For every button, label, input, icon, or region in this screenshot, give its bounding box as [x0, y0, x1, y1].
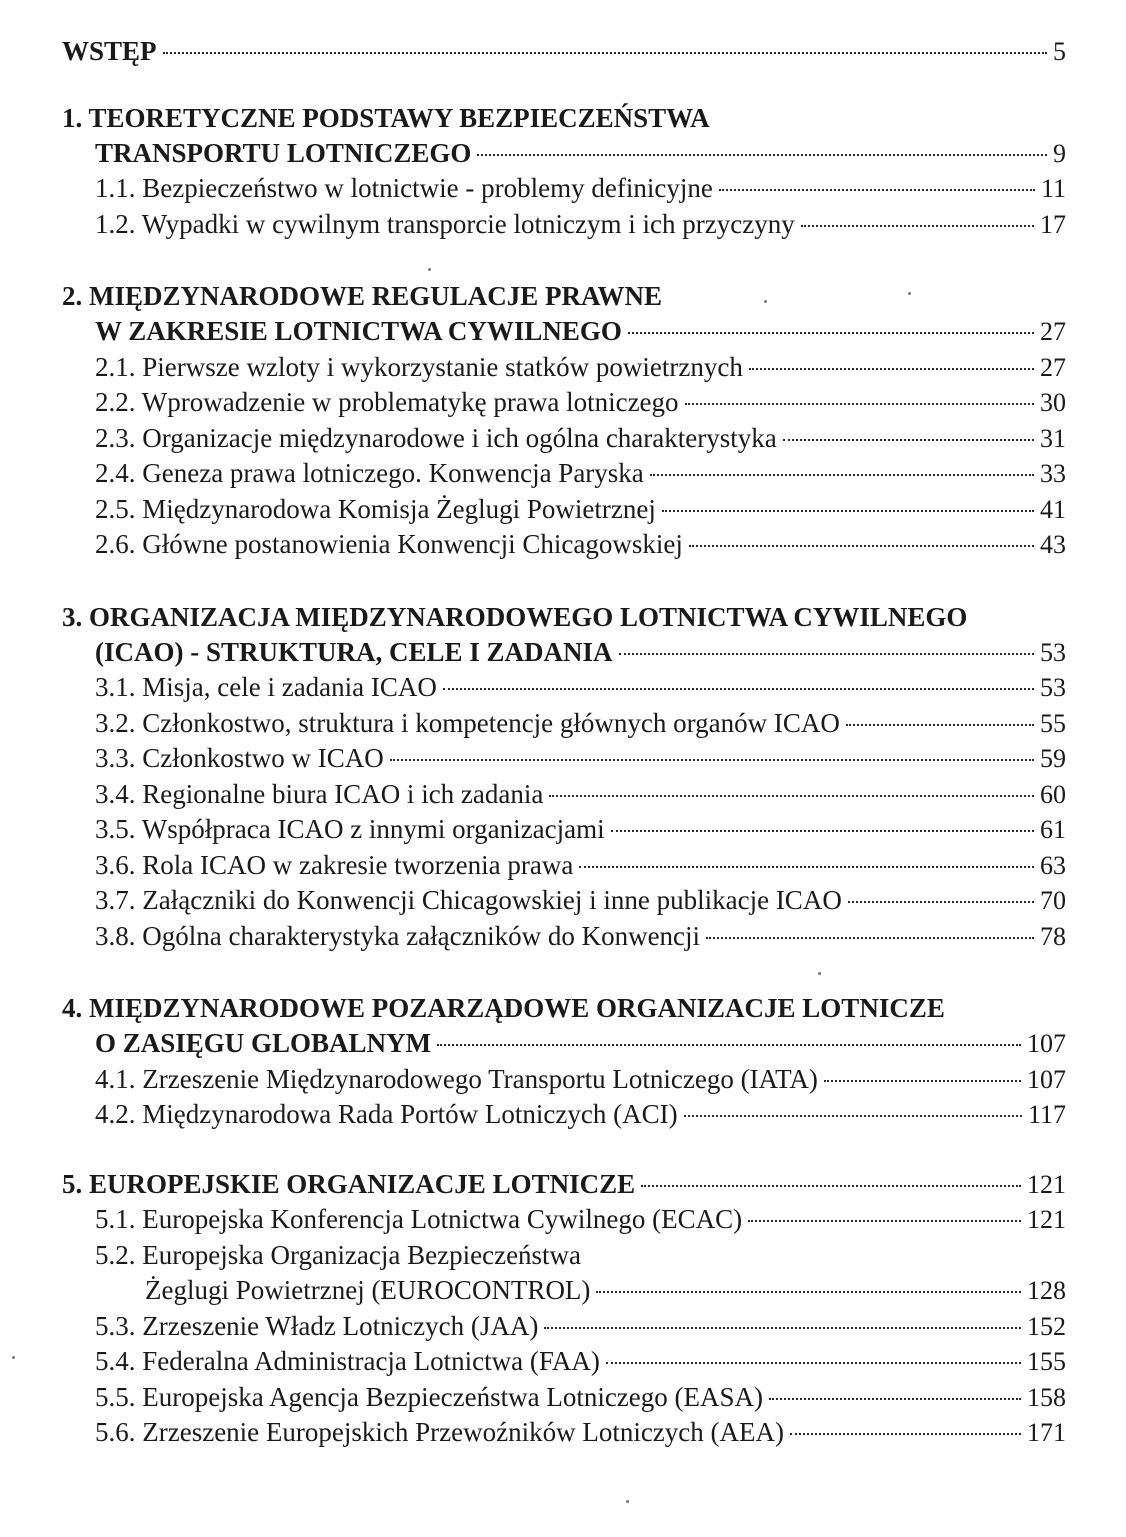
toc-entry-wstep [62, 34, 1066, 70]
page-number: 60 [1040, 779, 1066, 809]
section-entry [62, 527, 1066, 563]
page-number: 27 [1040, 317, 1066, 346]
dot-leader [685, 403, 1034, 405]
section-label: 5.4. Federalna Administracja Lotnictwa (FAA) [95, 1346, 600, 1376]
section-label: 5.5. Europejska Agencja Bezpieczeństwa Lotniczego (EASA) [95, 1381, 764, 1412]
page-number: 27 [1040, 352, 1066, 382]
page-number: 152 [1027, 1311, 1066, 1341]
page-number: 17 [1040, 209, 1066, 239]
page-number: 5 [1053, 37, 1066, 66]
page-number: 128 [1027, 1276, 1066, 1305]
page-number: 55 [1040, 708, 1066, 738]
section-entry [62, 421, 1066, 457]
dot-leader [769, 1398, 1021, 1400]
dot-leader [684, 1115, 1022, 1117]
dot-leader [619, 653, 1034, 655]
page-number: 31 [1040, 423, 1066, 453]
page-number: 9 [1053, 138, 1066, 168]
dot-leader [848, 901, 1034, 903]
dot-leader [544, 1327, 1021, 1329]
page-number: 53 [1040, 637, 1066, 667]
page-number: 33 [1040, 459, 1066, 488]
section-label: 3.3. Członkostwo w ICAO [95, 743, 384, 773]
section-label: 3.7. Załączniki do Konwencji Chicagowskiej i inne publikacje ICAO [95, 885, 842, 915]
section-entry [62, 385, 1066, 421]
section-entry [62, 777, 1066, 813]
section-entry [62, 456, 1066, 492]
section-entry-cont [62, 1273, 1066, 1309]
section-label: 5.2. Europejska Organizacja Bezpieczeństwa [95, 1239, 582, 1270]
page-number: 41 [1040, 494, 1066, 524]
table-of-contents [62, 34, 1066, 1451]
chapter-heading-text: 5. EUROPEJSKIE ORGANIZACJE LOTNICZE [62, 1168, 636, 1199]
section-label: 2.1. Pierwsze wzloty i wykorzystanie statków powietrznych [95, 351, 743, 382]
chapter-heading-text: O ZASIĘGU GLOBALNYM [95, 1028, 432, 1058]
dot-leader [596, 1291, 1021, 1293]
page-number: 63 [1040, 850, 1066, 880]
page-number: 61 [1040, 815, 1066, 844]
chapter-heading-cont [62, 314, 1066, 350]
page-number: 155 [1027, 1347, 1066, 1376]
page-number: 121 [1027, 1205, 1066, 1234]
section-label: 1.2. Wypadki w cywilnym transporcie lotniczym i ich przyczyny [95, 208, 795, 239]
chapter-2 [62, 278, 1066, 563]
section-entry [62, 171, 1066, 207]
scan-speck [12, 1356, 15, 1359]
dot-leader [437, 1044, 1021, 1046]
dot-leader [443, 688, 1034, 690]
dot-leader [662, 510, 1034, 512]
section-entry [62, 1380, 1066, 1416]
section-entry [62, 848, 1066, 884]
page-number: 107 [1027, 1064, 1066, 1094]
section-label: 2.5. Międzynarodowa Komisja Żeglugi Powietrznej [95, 493, 656, 524]
section-label: 4.2. Międzynarodowa Rada Portów Lotniczych (ACI) [95, 1099, 678, 1129]
dot-leader [628, 332, 1034, 334]
chapter-5 [62, 1167, 1066, 1451]
section-entry [62, 350, 1066, 386]
scan-speck [626, 1500, 629, 1503]
chapter-heading-cont [62, 635, 1066, 671]
section-label: 3.2. Członkostwo, struktura i kompetencje głównych organów ICAO [95, 707, 840, 738]
section-entry [62, 492, 1066, 528]
dot-leader [549, 795, 1034, 797]
scan-speck [764, 300, 767, 303]
section-label: 4.1. Zrzeszenie Międzynarodowego Transportu Lotniczego (IATA) [95, 1063, 818, 1094]
section-entry [62, 670, 1066, 706]
page-number: 59 [1040, 744, 1066, 773]
dot-leader [689, 545, 1034, 547]
section-entry [62, 207, 1066, 243]
section-entry [62, 706, 1066, 742]
section-label: 2.6. Główne postanowienia Konwencji Chicagowskiej [95, 529, 683, 559]
section-label: 3.4. Regionalne biura ICAO i ich zadania [95, 778, 544, 809]
section-label: 3.5. Współpraca ICAO z innymi organizacjami [95, 814, 605, 844]
section-entry [62, 741, 1066, 777]
dot-leader [790, 1433, 1021, 1435]
section-label: 3.1. Misja, cele i zadania ICAO [95, 672, 437, 702]
section-entry [62, 1238, 1066, 1274]
dot-leader [606, 1362, 1021, 1364]
section-entry [62, 812, 1066, 848]
chapter-1 [62, 100, 1066, 243]
section-entry [62, 1344, 1066, 1380]
section-label: 5.6. Zrzeszenie Europejskich Przewoźników Lotniczych (AEA) [95, 1417, 785, 1447]
section-label: 2.4. Geneza prawa lotniczego. Konwencja Paryska [95, 458, 644, 488]
page-number: 158 [1027, 1382, 1066, 1412]
dot-leader [641, 1185, 1021, 1187]
page-number: 30 [1040, 388, 1066, 417]
scan-speck [908, 292, 911, 295]
page-number: 11 [1040, 174, 1066, 203]
section-entry [62, 1415, 1066, 1451]
chapter-heading: 3. ORGANIZACJA MIĘDZYNARODOWEGO LOTNICTWA CYWILNEGO [62, 601, 968, 632]
chapter-heading: 1. TEORETYCZNE PODSTAWY BEZPIECZEŃSTWA [62, 102, 710, 133]
dot-leader [477, 154, 1047, 156]
section-label: 2.2. Wprowadzenie w problematykę prawa lotniczego [95, 387, 679, 417]
dot-leader [748, 1220, 1021, 1222]
page-number: 121 [1027, 1169, 1066, 1199]
section-label: 1.1. Bezpieczeństwo w lotnictwie - problemy definicyjne [95, 173, 713, 203]
section-label: Żeglugi Powietrznej (EUROCONTROL) [145, 1275, 591, 1305]
chapter-heading: 2. MIĘDZYNARODOWE REGULACJE PRAWNE [62, 281, 663, 311]
section-entry [62, 1062, 1066, 1098]
section-entry [62, 1202, 1066, 1238]
page-number: 171 [1027, 1418, 1066, 1447]
page-number: 70 [1040, 886, 1066, 915]
chapter-heading-cont [62, 1026, 1066, 1062]
page-number: 43 [1040, 530, 1066, 559]
dot-leader [801, 225, 1034, 227]
chapter-heading: 4. MIĘDZYNARODOWE POZARZĄDOWE ORGANIZACJE LOTNICZE [62, 993, 945, 1023]
chapter-3 [62, 599, 1066, 955]
section-entry [62, 883, 1066, 919]
toc-entry-title: WSTĘP [62, 36, 157, 66]
chapter-heading-cont [62, 136, 1066, 172]
chapter-heading-text: (ICAO) - STRUKTURA, CELE I ZADANIA [95, 636, 613, 667]
page-number: 78 [1040, 921, 1066, 951]
section-entry [62, 1097, 1066, 1133]
dot-leader [706, 937, 1034, 939]
section-label: 5.1. Europejska Konferencja Lotnictwa Cywilnego (ECAC) [95, 1204, 743, 1234]
dot-leader [390, 759, 1034, 761]
section-label: 5.3. Zrzeszenie Władz Lotniczych (JAA) [95, 1310, 539, 1341]
dot-leader [824, 1080, 1021, 1082]
page-number: 117 [1027, 1100, 1066, 1129]
dot-leader [611, 830, 1034, 832]
scan-speck [428, 268, 431, 271]
page-number: 107 [1027, 1029, 1066, 1058]
dot-leader [650, 474, 1034, 476]
dot-leader [163, 52, 1047, 54]
dot-leader [783, 439, 1034, 441]
dot-leader [749, 368, 1034, 370]
dot-leader [579, 866, 1034, 868]
chapter-heading [62, 1167, 1066, 1203]
page-number: 53 [1040, 673, 1066, 702]
scan-speck [818, 972, 821, 975]
chapter-4 [62, 990, 1066, 1133]
section-label: 3.6. Rola ICAO w zakresie tworzenia prawa [95, 849, 574, 880]
chapter-heading-text: TRANSPORTU LOTNICZEGO [95, 137, 472, 168]
chapter-heading-text: W ZAKRESIE LOTNICTWA CYWILNEGO [95, 316, 622, 346]
dot-leader [719, 189, 1035, 191]
section-label: 3.8. Ogólna charakterystyka załączników do Konwencji [95, 920, 701, 951]
section-label: 2.3. Organizacje międzynarodowe i ich ogólna charakterystyka [95, 422, 777, 453]
section-entry [62, 919, 1066, 955]
section-entry [62, 1309, 1066, 1345]
dot-leader [846, 724, 1034, 726]
